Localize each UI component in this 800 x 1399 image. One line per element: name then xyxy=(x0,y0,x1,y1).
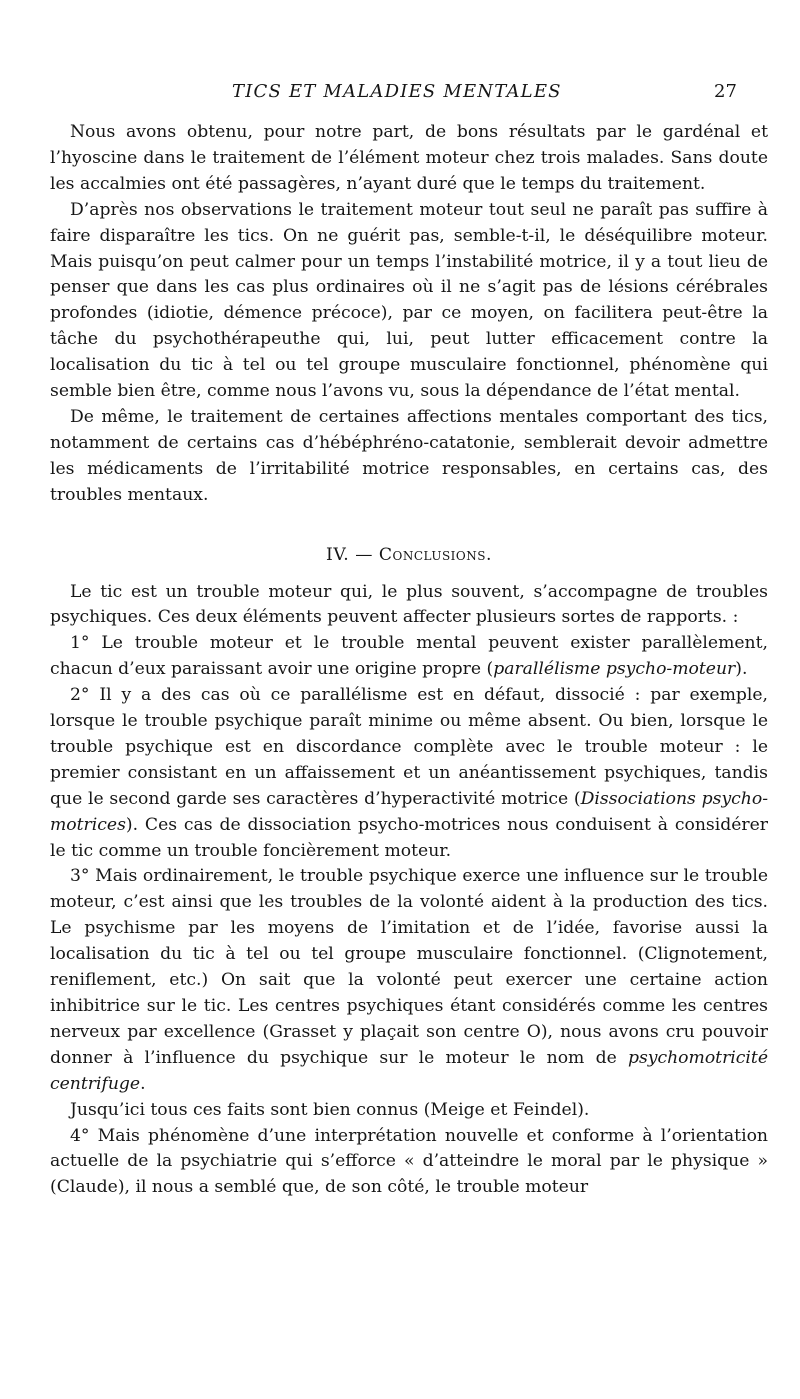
point-1-end: ). xyxy=(735,659,748,680)
paragraph-known-facts: Jusqu’ici tous ces faits sont bien connus (Meige et Feindel). xyxy=(70,1099,590,1120)
paragraph-point-4: 4° Mais phénomène d’une interprétation nouvelle et conforme à l’orientation actuelle de la psychiatrie qui s’efforce « d’atteindre le moral par le physique » (Claude), il nous a semblé que, de son côté, le trouble moteur xyxy=(50,1125,768,1198)
section-dash: — xyxy=(355,544,373,565)
section-heading xyxy=(50,543,768,569)
point-3-italic: psychomotricité centrifuge xyxy=(50,1047,768,1094)
point-3-text: 3° Mais ordinairement, le trouble psychique exerce une influence sur le trouble moteur, c’est ainsi que les troubles de la volonté aident à la production des tics. Le psychisme par les moyens de l’imitation et de l’idée, favorise aussi la localisation du tic à tel ou tel groupe musculaire fonctionnel. (Clignotement, reniflement, etc.) On sait que la volonté peut exercer une certaine action inhibitrice sur le tic. Les centres psychiques étant considérés comme les centres nerveux par excellence (Grasset y plaçait son centre O), nous avons cru pouvoir donner à l’influence du psychique sur le moteur le nom de xyxy=(50,866,768,1068)
paragraph-treatment-results: Nous avons obtenu, pour notre part, de bons résultats par le gardénal et l’hyoscine dans le traitement de l’élément moteur chez trois malades. Sans doute les accalmies ont été passagères, n’ayant duré que le temps du traitement. xyxy=(50,122,768,194)
point-3-end: . xyxy=(140,1073,146,1094)
point-1-italic: parallélisme psycho-moteur xyxy=(493,659,736,680)
section-title: Conclusions. xyxy=(378,544,492,565)
paragraph-point-1 xyxy=(50,631,768,683)
point-2-italic: Dissociations psycho-motrices xyxy=(50,788,769,835)
paragraph-conclusion-intro: Le tic est un trouble moteur qui, le plus souvent, s’accompagne de troubles psychiques. Ces deux éléments peuvent affecter plusieurs sortes de rapports. : xyxy=(50,581,768,628)
paragraph-point-2 xyxy=(50,683,768,864)
section-number: IV. xyxy=(326,544,350,565)
point-2-text: 2° Il y a des cas où ce parallélisme est en défaut, dissocié : par exemple, lorsque le trouble psychique paraît minime ou même absent. Ou bien, lorsque le trouble psychique est en discordance complète avec le trouble moteur : le premier consistant en un affaissement et un anéantissement psychiques, tandis que le second garde ses caractères d’hyperactivité motrice ( xyxy=(50,685,768,809)
body-text xyxy=(50,120,768,1201)
point-2-end: ). Ces cas de dissociation psycho-motrices nous conduisent à considérer le tic comme un trouble foncièrement moteur. xyxy=(50,814,768,861)
paragraph-point-3 xyxy=(50,864,768,1097)
paragraph-mental-affections: De même, le traitement de certaines affections mentales comportant des tics, notamment de certains cas d’hébéphréno-catatonie, semblerait devoir admettre les médicaments de l’irritabilité motrice responsables, en certains cas, des troubles mentaux. xyxy=(50,406,768,505)
running-title: TICS ET MALADIES MENTALES xyxy=(232,81,562,102)
running-header xyxy=(0,81,800,105)
paragraph-observations: D’après nos observations le traitement moteur tout seul ne paraît pas suffire à faire disparaître les tics. On ne guérit pas, semble-t-il, le déséquilibre moteur. Mais puisqu’on peut calmer pour un temps l’instabilité motrice, il y a tout lieu de penser que dans les cas plus ordinaires où il ne s’agit pas de lésions cérébrales profondes (idiotie, démence précoce), par ce moyen, on facilitera peut-être la tâche du psychothérapeuthe qui, lui, peut lutter efficacement contre la localisation du tic à tel ou tel groupe musculaire fonctionnel, phénomène qui semble bien être, comme nous l’avons vu, sous la dépendance de l’état mental. xyxy=(50,199,768,402)
page-number: 27 xyxy=(714,81,737,102)
point-1-text: 1° Le trouble moteur et le trouble mental peuvent exister parallèlement, chacun d’eux paraissant avoir une origine propre ( xyxy=(50,633,768,680)
